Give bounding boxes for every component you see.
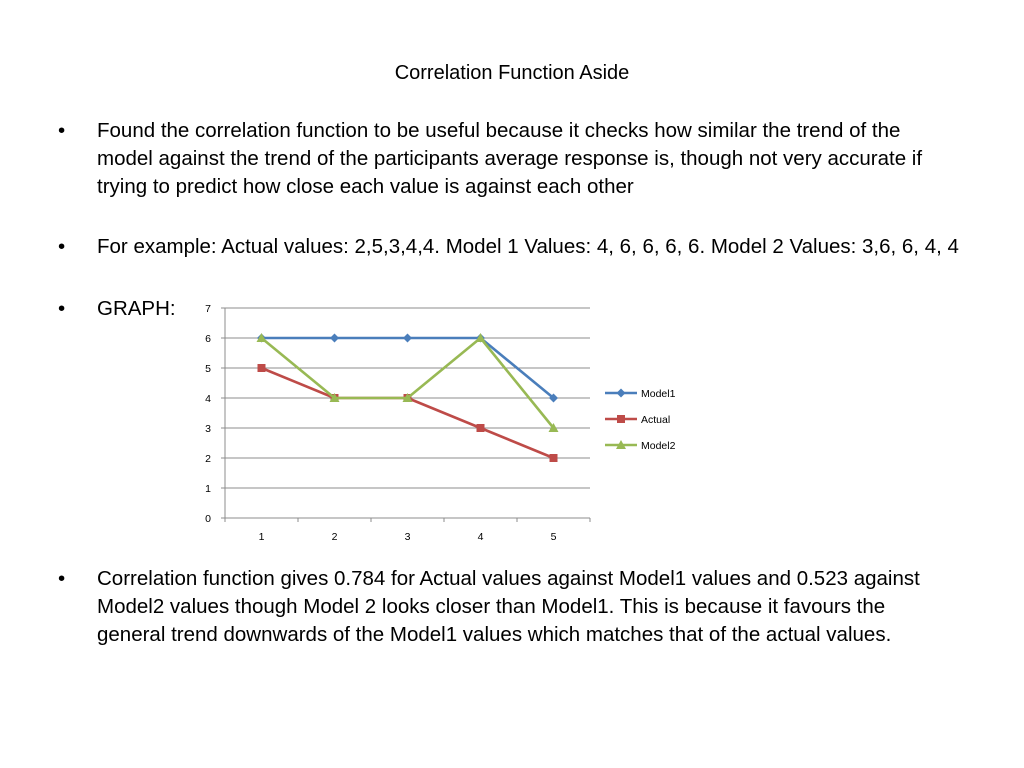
- x-tick-label: 3: [404, 531, 411, 543]
- data-point-model1: [330, 334, 339, 343]
- bullet-text: Correlation function gives 0.784 for Actual values against Model1 values and 0.523 against Model2 values though Model 2 looks closer than Model1. This is because it favours the general trend downwards of the Model1 values which matches that of the actual values.: [97, 567, 920, 646]
- bullet-text: For example: Actual values: 2,5,3,4,4. Model 1 Values: 4, 6, 6, 6, 6. Model 2 Values: 3,6, 6, 4, 4: [97, 235, 959, 258]
- y-tick-label: 0: [205, 513, 211, 525]
- series-model2: [257, 333, 559, 432]
- y-tick-label: 5: [205, 363, 211, 375]
- bullet-text: GRAPH:: [97, 297, 176, 320]
- series-line-model2: [262, 338, 554, 428]
- data-point-actual: [477, 424, 485, 432]
- y-tick-label: 3: [205, 423, 211, 435]
- y-tick-label: 2: [205, 453, 211, 465]
- bullet-text: Found the correlation function to be useful because it checks how similar the trend of the model against the trend of the participants average response is, though not very accurate if trying to predict how close each value is against each other: [97, 119, 923, 198]
- chart-legend: [605, 388, 676, 452]
- data-point-actual: [550, 454, 558, 462]
- x-tick-label: 1: [258, 531, 265, 543]
- data-point-actual: [258, 364, 266, 372]
- legend-marker: [617, 389, 626, 398]
- bullet-dot: •: [58, 119, 66, 142]
- y-tick-label: 1: [205, 483, 211, 495]
- data-point-model1: [403, 334, 412, 343]
- legend-marker: [617, 415, 625, 423]
- legend-label: Model2: [641, 440, 676, 452]
- y-tick-label: 6: [205, 333, 211, 345]
- slide-title: Correlation Function Aside: [394, 62, 630, 84]
- legend-item-actual: [605, 414, 670, 426]
- line-chart: [190, 298, 710, 548]
- x-tick-label: 5: [550, 531, 557, 543]
- x-tick-label: 2: [331, 531, 338, 543]
- x-tick-label: 4: [477, 531, 484, 543]
- legend-item-model1: [605, 388, 676, 400]
- bullet-dot: •: [58, 235, 66, 258]
- y-tick-label: 4: [205, 393, 211, 405]
- legend-label: Actual: [641, 414, 671, 426]
- legend-label: Model1: [641, 388, 676, 400]
- bullet-dot: •: [58, 297, 66, 320]
- series-line-actual: [262, 368, 554, 458]
- legend-item-model2: [605, 440, 676, 452]
- bullet-dot: •: [58, 567, 66, 590]
- y-tick-label: 7: [205, 303, 211, 315]
